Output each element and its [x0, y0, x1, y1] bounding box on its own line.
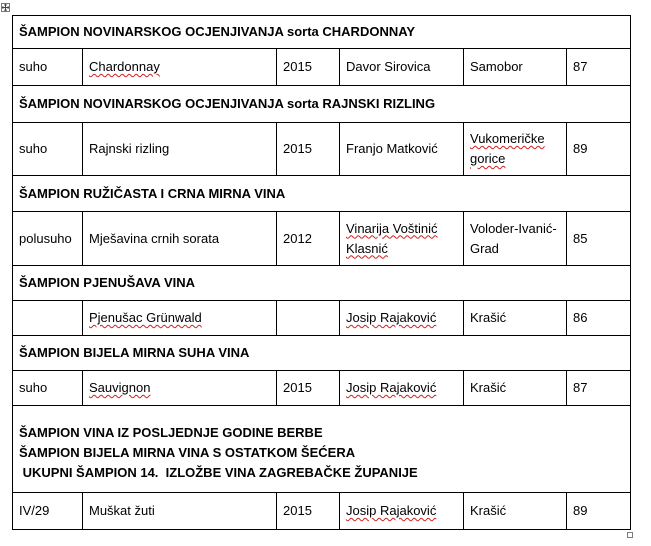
cell-year: 2015	[277, 49, 340, 86]
cell-producer: Josip Rajaković	[346, 503, 437, 518]
cell-type: suho	[13, 49, 83, 86]
cell-producer: Josip Rajaković	[346, 380, 437, 395]
table-row	[13, 212, 631, 266]
section-header-row	[13, 406, 631, 493]
cell-location: Vukomeričke gorice	[470, 131, 545, 166]
cell-producer: Vinarija Voštinić Klasnić	[346, 220, 438, 256]
cell-location: Krašić	[464, 493, 567, 530]
cell-score: 87	[567, 371, 631, 406]
cell-score: 86	[567, 301, 631, 336]
table-row	[13, 371, 631, 406]
cell-location: Samobor	[464, 49, 567, 86]
section-title: ŠAMPION BIJELA MIRNA SUHA VINA	[13, 336, 631, 371]
cell-year	[277, 301, 340, 336]
section-title: ŠAMPION NOVINARSKOG OCJENJIVANJA sorta RAJNSKI RIZLING	[13, 86, 631, 123]
cell-year: 2015	[277, 123, 340, 176]
section-header-row	[13, 86, 631, 123]
table-move-handle[interactable]	[1, 3, 10, 12]
section-title: UKUPNI ŠAMPION 14. IZLOŽBE VINA ZAGREBAČKE ŽUPANIJE	[19, 465, 418, 480]
cell-wine: Chardonnay	[89, 59, 160, 74]
section-header-row	[13, 16, 631, 49]
table-row	[13, 301, 631, 336]
cell-wine: Mješavina crnih sorata	[83, 212, 277, 266]
cell-location: Voloder-Ivanić-Grad	[464, 212, 567, 266]
section-title: ŠAMPION BIJELA MIRNA VINA S OSTATKOM ŠEĆERA	[19, 445, 356, 460]
cell-type: suho	[13, 123, 83, 176]
section-header-row	[13, 336, 631, 371]
cell-type: polusuho	[13, 212, 83, 266]
cell-score: 89	[567, 123, 631, 176]
cell-producer: Franjo Matković	[340, 123, 464, 176]
cell-score: 87	[567, 49, 631, 86]
cell-year: 2015	[277, 493, 340, 530]
section-title: ŠAMPION VINA IZ POSLJEDNJE GODINE BERBE	[19, 425, 323, 440]
section-title: ŠAMPION PJENUŠAVA VINA	[13, 266, 631, 301]
cell-wine: Pjenušac Grünwald	[89, 310, 202, 325]
section-header-row	[13, 266, 631, 301]
cell-type: IV/29	[13, 493, 83, 530]
cell-location: Krašić	[464, 301, 567, 336]
table-row	[13, 49, 631, 86]
cell-type	[13, 301, 83, 336]
cell-wine: Sauvignon	[89, 380, 151, 395]
cell-year: 2012	[277, 212, 340, 266]
cell-producer: Josip Rajaković	[346, 310, 437, 325]
wine-results-table	[12, 15, 631, 530]
section-header-row	[13, 176, 631, 212]
move-arrows-icon	[2, 4, 9, 11]
cell-producer: Davor Sirovica	[340, 49, 464, 86]
final-section-titles	[13, 406, 631, 493]
section-title: ŠAMPION NOVINARSKOG OCJENJIVANJA sorta CHARDONNAY	[13, 16, 631, 49]
cell-score: 89	[567, 493, 631, 530]
cell-year: 2015	[277, 371, 340, 406]
cell-location: Krašić	[464, 371, 567, 406]
table-row	[13, 493, 631, 530]
section-title: ŠAMPION RUŽIČASTA I CRNA MIRNA VINA	[13, 176, 631, 212]
cell-wine: Muškat žuti	[83, 493, 277, 530]
cell-wine: Rajnski rizling	[83, 123, 277, 176]
cell-score: 85	[567, 212, 631, 266]
table-resize-handle[interactable]	[627, 532, 633, 538]
table-row	[13, 123, 631, 176]
cell-type: suho	[13, 371, 83, 406]
